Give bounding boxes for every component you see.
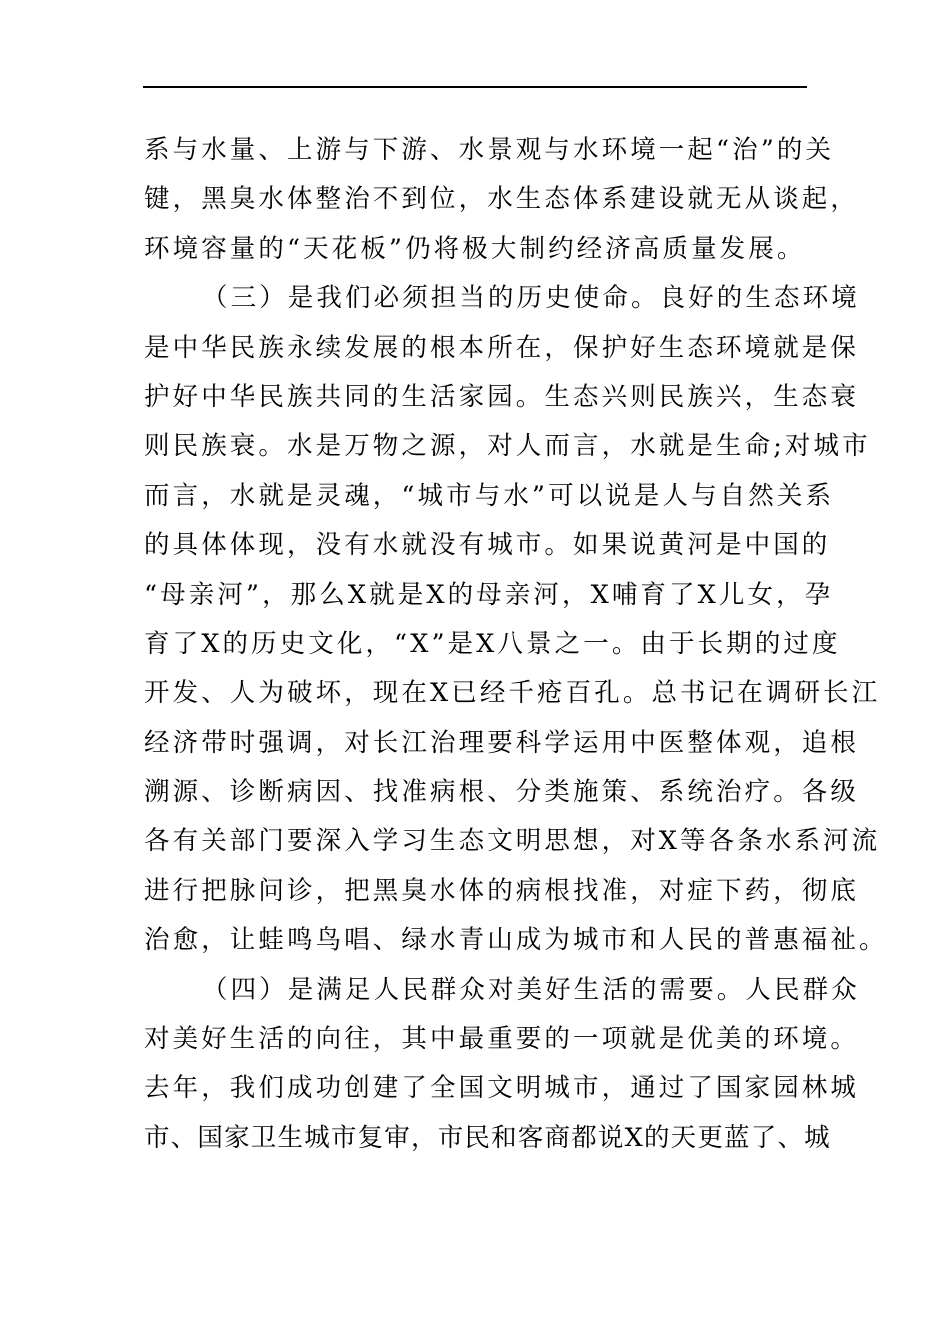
- text-line: 各有关部门要深入学习生态文明思想，对X等各条水系河流: [144, 826, 881, 857]
- text-line: 则民族衰。水是万物之源，对人而言，水就是生命;对城市: [144, 431, 871, 462]
- text-line: 去年，我们成功创建了全国文明城市，通过了国家园林城: [144, 1073, 860, 1104]
- text-line: 键，黑臭水体整治不到位，水生态体系建设就无从谈起，: [144, 184, 860, 215]
- text-line: 溯源、诊断病因、找准病根、分类施策、系统治疗。各级: [144, 777, 860, 808]
- section-heading-line: （四）是满足人民群众对美好生活的需要。人民群众: [202, 974, 860, 1005]
- text-line: 经济带时强调，对长江治理要科学运用中医整体观，追根: [144, 727, 860, 758]
- text-line: 进行把脉问诊，把黑臭水体的病根找准，对症下药，彻底: [144, 875, 860, 906]
- text-line: 开发、人为破坏，现在X已经千疮百孔。总书记在调研长江: [144, 678, 881, 709]
- text-line: 护好中华民族共同的生活家园。生态兴则民族兴，生态衰: [144, 381, 860, 412]
- body-text: [144, 126, 888, 1163]
- text-line: 环境容量的“天花板”仍将极大制约经济高质量发展。: [144, 233, 806, 264]
- text-line: 育了X的历史文化，“X”是X八景之一。由于长期的过度: [144, 628, 841, 659]
- section-heading-line: （三）是我们必须担当的历史使命。良好的生态环境: [202, 283, 860, 314]
- text-line: 是中华民族永续发展的根本所在，保护好生态环境就是保: [144, 332, 860, 363]
- text-line: “母亲河”，那么X就是X的母亲河，X哺育了X儿女，孕: [144, 579, 834, 610]
- text-line: 而言，水就是灵魂，“城市与水”可以说是人与自然关系: [144, 480, 835, 511]
- text-line: 的具体体现，没有水就没有城市。如果说黄河是中国的: [144, 530, 831, 561]
- text-line: 对美好生活的向往，其中最重要的一项就是优美的环境。: [144, 1024, 860, 1055]
- text-line: 市、国家卫生城市复审，市民和客商都说X的天更蓝了、城: [144, 1122, 831, 1153]
- text-line: 系与水量、上游与下游、水景观与水环境一起“治”的关: [144, 135, 835, 165]
- text-line: 治愈，让蛙鸣鸟唱、绿水青山成为城市和人民的普惠福祉。: [144, 925, 888, 956]
- header-rule: [143, 86, 807, 88]
